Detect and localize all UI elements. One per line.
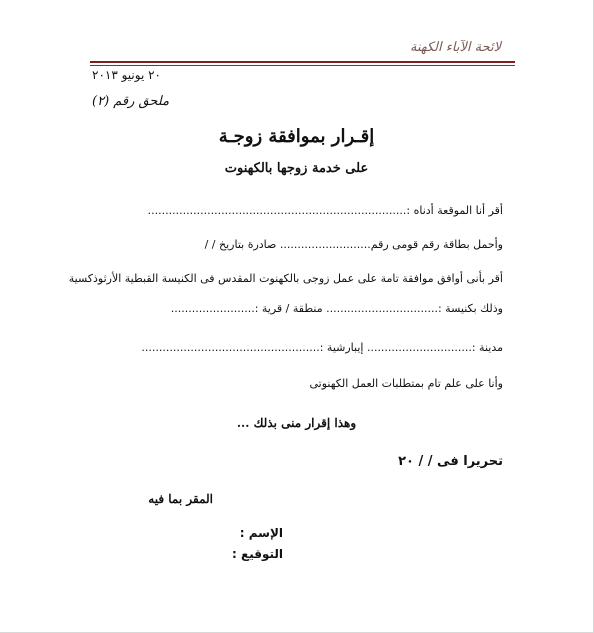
header-rule-thin — [90, 65, 515, 66]
document-title: إقـرار بموافقة زوجـة — [218, 126, 375, 147]
annex-number: ملحق رقم (٢) — [92, 94, 170, 109]
header-rule-thick — [90, 61, 515, 63]
header-title: لائحة الآباء الكهنة — [409, 40, 501, 55]
declaration-line: وهذا إقرار منى بذلك ... — [236, 416, 357, 430]
consent-statement-line: أقر بأنى أوافق موافقة تامة على عمل زوجى بالكهنوت المقدس فى الكنيسة القبطية الأرثوذكسية — [68, 272, 503, 285]
declarant-heading: المقر بما فيه — [148, 492, 213, 506]
document-subtitle: على خدمة زوجها بالكهنوت — [224, 161, 369, 176]
name-label: الإسم : — [239, 526, 283, 540]
document-date: ٢٠ يونيو ٢٠١٣ — [92, 68, 161, 82]
signature-label: التوقيع : — [232, 547, 283, 561]
church-region-line: وذلك بكنيسة :................................ منطقة / قرية :........................ — [170, 302, 503, 315]
awareness-line: وأنا على علم تام بمتطلبات العمل الكهنوتى — [309, 377, 503, 390]
written-in-date-line: تحريرا فى / / ٢٠ — [398, 454, 503, 469]
city-diocese-line: مدينة :.............................. إيبارشية :................................................... — [141, 341, 503, 354]
signatory-name-line: أقر أنا الموقعة أدناه :.......................................................................... — [147, 204, 503, 217]
national-id-line: وأحمل بطاقة رقم قومى رقم.......................... صادرة بتاريخ / / — [204, 238, 503, 251]
